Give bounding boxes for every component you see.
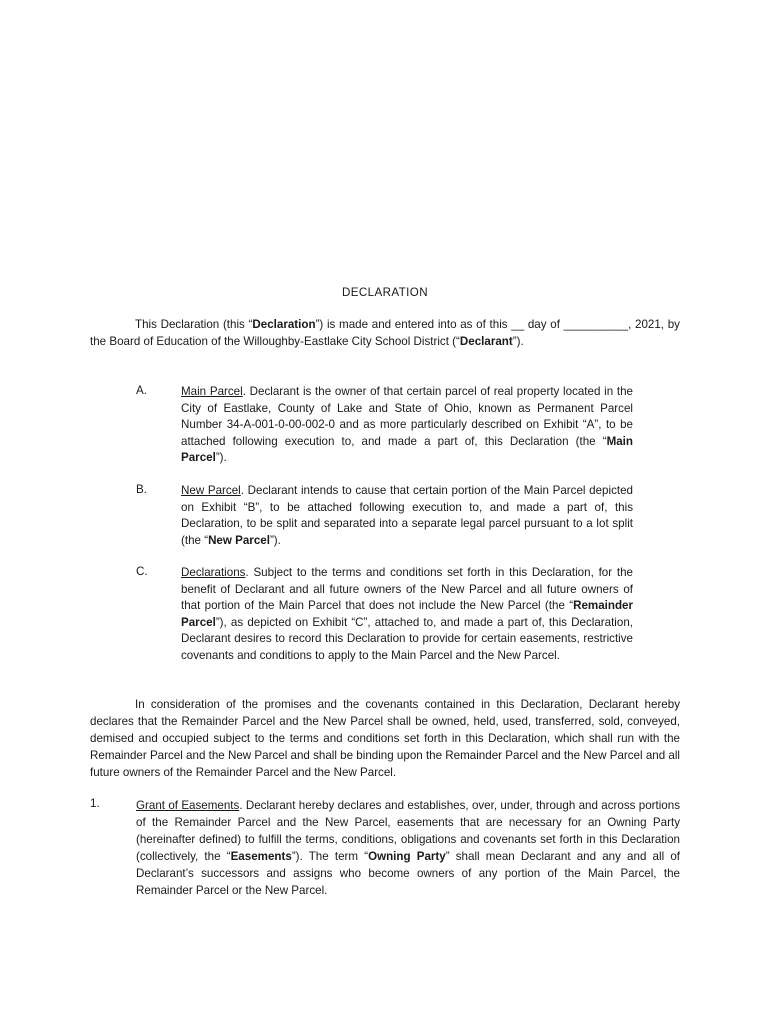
- section-1-text-3: ” shall mean Declarant and any and all of Declarant’s successors and assigns who become owners of any portion of the Main Parcel, the Remainder Parcel or the New Parcel.: [136, 850, 680, 897]
- item-c-text-2: ”), as depicted on Exhibit “C”, attached to, and made a part of, this Declaration, Declarant desires to record this Declaration to provide for certain easements, restrictive covenants and conditions to apply to the Main Parcel and the New Parcel.: [181, 615, 633, 662]
- item-a-letter: A.: [136, 384, 147, 397]
- intro-term-declarant: Declarant: [459, 335, 513, 348]
- intro-term-declaration: Declaration: [252, 318, 316, 331]
- item-a-text-1: . Declarant is the owner of that certain parcel of real property located in the City of Eastlake, County of Lake and State of Ohio, known as Permanent Parcel Number 34-A-001-0-00-002-0 and as more particularly described on Exhibit “A”, to be attached following execution to, and made a part of, this Declaration (the “: [181, 385, 633, 448]
- item-c-text-1: . Subject to the terms and conditions set forth in this Declaration, for the benefit of Declarant and all future owners of the New Parcel and all future owners of that portion of the Main Parcel that does not include the New Parcel (the “: [181, 566, 633, 613]
- item-c-term: Remainder Parcel: [181, 599, 633, 629]
- item-b-text-1: . Declarant intends to cause that certain portion of the Main Parcel depicted on Exhibit “B”, to be attached following execution to, and made a part of, this Declaration, to be split and separated into a separate legal parcel pursuant to a lot split (the “: [181, 484, 633, 547]
- section-1-body: [136, 797, 680, 899]
- item-c-letter: C.: [136, 565, 148, 578]
- item-a-text-2: ”).: [215, 451, 227, 465]
- item-a-term: Main Parcel: [181, 434, 633, 465]
- section-1-text-1: . Declarant hereby declares and establishes, over, under, through and across portions of the Remainder Parcel and the New Parcel, easements that are necessary for an Owning Party (hereinafter defined) to fulfill the terms, conditions, obligations and covenants set forth in this Declaration (collectively, the “: [136, 799, 680, 863]
- item-b-letter: B.: [136, 483, 147, 496]
- section-1-heading: Grant of Easements: [136, 799, 240, 812]
- item-c-heading: Declarations: [181, 566, 246, 579]
- document-title: DECLARATION: [342, 286, 428, 299]
- section-1-term-easements: Easements: [230, 850, 292, 863]
- consideration-paragraph: In consideration of the promises and the covenants contained in this Declaration, Declarant hereby declares that the Remainder Parcel and the New Parcel shall be owned, held, used, transferred, sold, conveyed, demised and occupied subject to the terms and conditions set forth in this Declaration, which shall run with the Remainder Parcel and the New Parcel and shall be binding upon the Remainder Parcel and the New Parcel and all future owners of the Remainder Parcel and the New Parcel.: [90, 698, 680, 779]
- intro-text-2: ”) is made and entered into as of this __ day of __________, 2021, by the Board of Education of the Willoughby-Eastlake City School District (“: [90, 318, 680, 348]
- item-c-body: [181, 565, 633, 665]
- section-1-term-owning-party: Owning Party: [368, 850, 446, 863]
- item-b-term: New Parcel: [208, 533, 270, 547]
- item-b-body: [181, 483, 633, 549]
- intro-text-3: ”).: [512, 335, 524, 348]
- item-a-body: [181, 384, 633, 467]
- section-1-text-2: ”). The term “: [291, 850, 369, 863]
- item-b-heading: New Parcel: [181, 484, 241, 497]
- item-a-heading: Main Parcel: [181, 385, 243, 398]
- item-b-text-2: ”).: [269, 533, 281, 547]
- intro-paragraph: [90, 316, 680, 350]
- intro-text-1: This Declaration (this “: [135, 318, 253, 331]
- section-1-number: 1.: [90, 797, 100, 810]
